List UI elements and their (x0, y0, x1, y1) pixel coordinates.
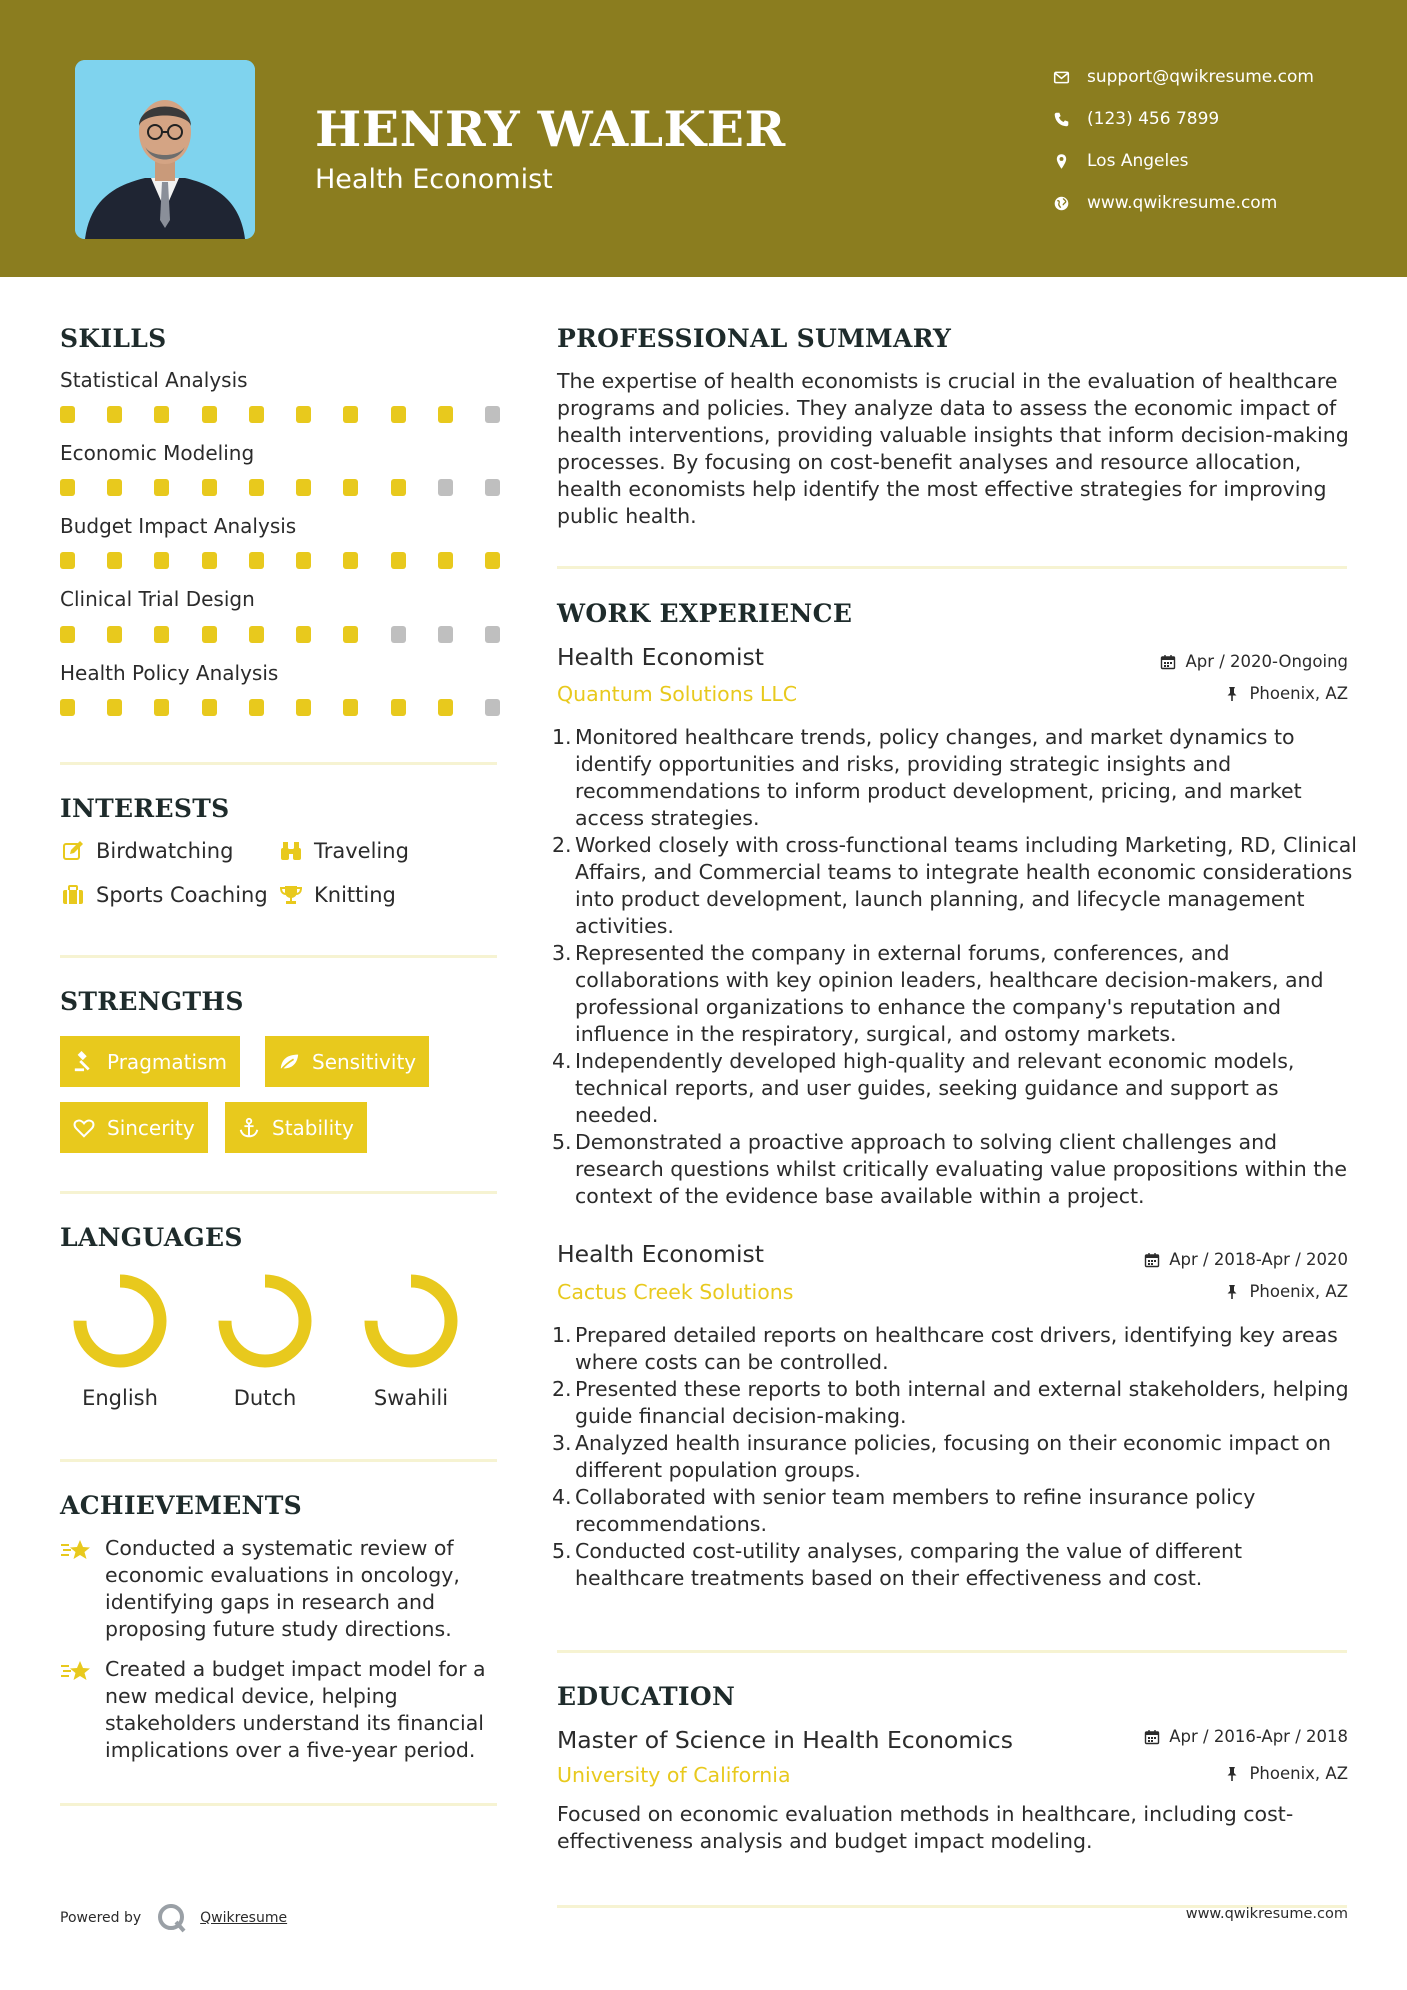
skill-dot-filled (107, 479, 122, 496)
interest-label: Birdwatching (96, 839, 234, 863)
job-date-text: Apr / 2018-Apr / 2020 (1169, 1250, 1348, 1269)
section-divider (60, 762, 497, 765)
duty-item: 2. Presented these reports to both internal and external stakeholders, helping guide financial decision-making. (552, 1377, 1349, 1428)
strength-tag (60, 1102, 208, 1153)
education-title: EDUCATION (557, 1682, 736, 1711)
skill-dot-filled (296, 699, 311, 716)
interest-item (278, 882, 396, 908)
pencil-square-icon (60, 838, 86, 864)
duty-item: 1. Monitored healthcare trends, policy changes, and market dynamics to identify opportunities and risks, providing strategic insights and recommendations to inform product development, pricing, and market access strategies. (552, 725, 1302, 830)
contact-phone-text: (123) 456 7899 (1087, 109, 1220, 129)
duty-item: 3. Analyzed health insurance policies, focusing on their economic impact on different population groups. (552, 1431, 1331, 1482)
skill-dot-filled (154, 552, 169, 569)
duty-text: Analyzed health insurance policies, focusing on their economic impact on different population groups. (575, 1431, 1331, 1482)
job-location-text: Phoenix, AZ (1249, 1282, 1348, 1301)
duty-item: 3. Represented the company in external forums, conferences, and collaborations with key opinion leaders, healthcare decision-makers, and professional organizations to enhance the company's reputation and influence in the respiratory, surgical, and ostomy markets. (552, 941, 1324, 1046)
language-ring (225, 1281, 305, 1361)
skill-name: Health Policy Analysis (60, 661, 279, 685)
skill-dot-filled (249, 552, 264, 569)
skills-title: SKILLS (60, 324, 167, 353)
contact-list (1050, 56, 1314, 224)
duty-item: 2. Worked closely with cross-functional teams including Marketing, RD, Clinical Affairs, and Commercial teams to integrate health economic considerations into product development, launch planning, and lifecycle management activities. (552, 833, 1357, 938)
skill-dot-filled (154, 699, 169, 716)
language-ring (371, 1281, 451, 1361)
job-date (1160, 652, 1348, 671)
company-name: Cactus Creek Solutions (557, 1280, 794, 1304)
duty-item: 5. Demonstrated a proactive approach to solving client challenges and research questions whilst critically evaluating value propositions within the context of the evidence base available within a project. (552, 1130, 1347, 1208)
duty-text: Demonstrated a proactive approach to solving client challenges and research questions whilst critically evaluating value propositions within the context of the evidence base available within a project. (575, 1130, 1347, 1208)
skill-dot-filled (154, 406, 169, 423)
skill-dot-filled (202, 626, 217, 643)
duty-item: 1. Prepared detailed reports on healthcare cost drivers, identifying key areas where costs can be controlled. (552, 1323, 1338, 1374)
interest-item (278, 838, 409, 864)
duty-text: Represented the company in external forums, conferences, and collaborations with key opinion leaders, healthcare decision-makers, and professional organizations to enhance the company's reputation and influence in the respiratory, surgical, and ostomy markets. (575, 941, 1324, 1046)
strength-label: Sincerity (107, 1115, 195, 1140)
interests-title: INTERESTS (60, 794, 230, 823)
skill-rating (60, 626, 500, 643)
achievement-item (60, 1656, 500, 1764)
skill-dot-filled (202, 406, 217, 423)
pushpin-icon (1224, 1283, 1242, 1301)
language-name: Dutch (233, 1386, 297, 1410)
skill-dot-filled (343, 699, 358, 716)
footer-url[interactable]: www.qwikresume.com (1185, 1906, 1348, 1922)
experience-title: WORK EXPERIENCE (557, 599, 853, 628)
language-item (55, 1274, 185, 1410)
section-divider (557, 566, 1347, 569)
trophy-icon (278, 882, 304, 908)
summary-title: PROFESSIONAL SUMMARY (557, 324, 952, 353)
skill-dot-filled (343, 552, 358, 569)
skill-dot-filled (438, 552, 453, 569)
skill-dot-filled (249, 626, 264, 643)
anchor-icon (238, 1116, 262, 1140)
strength-label: Sensitivity (312, 1049, 417, 1074)
skill-dot-filled (343, 406, 358, 423)
skill-dot-empty (485, 699, 500, 716)
skill-dot-empty (485, 479, 500, 496)
globe-icon (1050, 192, 1072, 214)
duty-text: Worked closely with cross-functional teams including Marketing, RD, Clinical Affairs, and Commercial teams to integrate health economic considerations into product development, launch planning, and lifecycle management activities. (575, 833, 1357, 938)
strength-tag (60, 1036, 240, 1087)
skill-name: Economic Modeling (60, 441, 255, 465)
language-gauge (218, 1274, 312, 1368)
skill-dot-empty (485, 626, 500, 643)
heart-icon (73, 1116, 97, 1140)
powered-by (60, 1902, 287, 1934)
skill-dot-filled (60, 552, 75, 569)
contact-email[interactable] (1050, 56, 1314, 98)
duty-item: 4. Independently developed high-quality and relevant economic models, technical reports, and user guides, seeking guidance and support as needed. (552, 1049, 1295, 1127)
calendar-icon (1144, 1728, 1162, 1746)
interest-item (60, 882, 268, 908)
qwikresume-link[interactable]: Qwikresume (200, 1910, 288, 1926)
job-title: Health Economist (557, 1240, 764, 1268)
section-divider (60, 1459, 497, 1462)
job-date-text: Apr / 2020-Ongoing (1185, 652, 1348, 671)
contact-website[interactable] (1050, 182, 1314, 224)
interest-label: Traveling (314, 839, 409, 863)
gavel-icon (73, 1050, 97, 1074)
star-shooting-icon (60, 1658, 94, 1764)
calendar-icon (1144, 1251, 1162, 1269)
profile-photo (75, 60, 255, 239)
skill-dot-filled (391, 406, 406, 423)
calendar-icon (1160, 653, 1178, 671)
skill-dot-filled (296, 626, 311, 643)
person-portrait-icon (75, 60, 255, 239)
skill-dot-filled (154, 479, 169, 496)
skill-rating (60, 699, 500, 716)
qwikresume-logo-icon (156, 1902, 188, 1934)
skill-dot-empty (485, 406, 500, 423)
company-name: Quantum Solutions LLC (557, 682, 798, 706)
skill-dot-filled (391, 552, 406, 569)
education-date (1144, 1727, 1348, 1746)
skill-dot-filled (296, 479, 311, 496)
duty-text: Monitored healthcare trends, policy changes, and market dynamics to identify opportunities and risks, providing strategic insights and recommendations to inform product development, pricing, and market access strategies. (575, 725, 1302, 830)
job-location (1224, 1282, 1348, 1301)
skill-dot-filled (60, 626, 75, 643)
language-name: English (82, 1386, 158, 1410)
skill-dot-filled (391, 699, 406, 716)
skill-dot-filled (60, 406, 75, 423)
job-date (1144, 1250, 1348, 1269)
candidate-name: HENRY WALKER (315, 100, 786, 158)
skill-dot-filled (202, 699, 217, 716)
skill-dot-filled (107, 699, 122, 716)
skill-dot-filled (202, 479, 217, 496)
skill-dot-filled (343, 626, 358, 643)
skill-name: Budget Impact Analysis (60, 514, 297, 538)
contact-website-text: www.qwikresume.com (1087, 193, 1278, 213)
achievement-text: Conducted a systematic review of economic evaluations in oncology, identifying gaps in research and proposing future study directions. (105, 1536, 460, 1641)
powered-by-text: Powered by (60, 1910, 142, 1926)
phone-icon (1050, 108, 1072, 130)
skill-dot-filled (154, 626, 169, 643)
skill-dot-filled (343, 479, 358, 496)
skill-name: Statistical Analysis (60, 368, 248, 392)
skill-dot-filled (107, 406, 122, 423)
contact-location (1050, 140, 1314, 182)
achievements-title: ACHIEVEMENTS (60, 1491, 302, 1520)
contact-phone[interactable] (1050, 98, 1314, 140)
degree-title: Master of Science in Health Economics (557, 1726, 1013, 1754)
skill-dot-empty (391, 626, 406, 643)
strength-label: Stability (272, 1115, 354, 1140)
duty-item: 4. Collaborated with senior team members to refine insurance policy recommendations. (552, 1485, 1256, 1536)
skill-dot-empty (438, 479, 453, 496)
skill-dot-filled (107, 552, 122, 569)
skill-name: Clinical Trial Design (60, 587, 255, 611)
language-ring (80, 1281, 160, 1361)
skill-dot-filled (438, 699, 453, 716)
strength-label: Pragmatism (107, 1049, 227, 1074)
summary-text: The expertise of health economists is crucial in the evaluation of healthcare programs and policies. They analyze data to assess the economic impact of health interventions, providing valuable insights that inform decision-making processes. By focusing on cost-benefit analyses and resource allocation, health economists help identify the most effective strategies for improving public health. (557, 369, 1349, 528)
strengths-title: STRENGTHS (60, 987, 244, 1016)
strength-tag (225, 1102, 367, 1153)
skill-dot-filled (249, 699, 264, 716)
duty-item: 5. Conducted cost-utility analyses, comparing the value of different healthcare treatments based on their effectiveness and cost. (552, 1539, 1243, 1590)
skill-dot-filled (249, 406, 264, 423)
skill-dot-empty (438, 626, 453, 643)
duty-text: Collaborated with senior team members to refine insurance policy recommendations. (575, 1485, 1256, 1536)
binoculars-icon (278, 838, 304, 864)
pushpin-icon (1224, 685, 1242, 703)
briefcase-icon (60, 882, 86, 908)
pushpin-icon (1224, 1765, 1242, 1783)
contact-email-text: support@qwikresume.com (1087, 67, 1314, 87)
skill-dot-filled (107, 626, 122, 643)
envelope-icon (1050, 66, 1072, 88)
job-location-text: Phoenix, AZ (1249, 684, 1348, 703)
section-divider (60, 955, 497, 958)
achievement-item (60, 1535, 500, 1643)
interest-label: Knitting (314, 883, 396, 907)
duty-list (552, 1322, 1357, 1592)
duty-text: Independently developed high-quality and relevant economic models, technical reports, and user guides, seeking guidance and support as needed. (575, 1049, 1295, 1127)
achievement-text: Created a budget impact model for a new medical device, helping stakeholders understand its financial implications over a five-year period. (105, 1657, 486, 1762)
skill-dot-filled (296, 406, 311, 423)
interest-label: Sports Coaching (96, 883, 268, 907)
languages-title: LANGUAGES (60, 1223, 243, 1252)
skill-dot-filled (60, 479, 75, 496)
duty-list (552, 724, 1357, 1210)
section-divider (60, 1803, 497, 1806)
language-item (200, 1274, 330, 1410)
leaf-icon (278, 1050, 302, 1074)
section-divider (557, 1650, 1347, 1653)
duty-text: Presented these reports to both internal and external stakeholders, helping guide financial decision-making. (575, 1377, 1349, 1428)
education-location-text: Phoenix, AZ (1249, 1764, 1348, 1783)
skill-dot-filled (391, 479, 406, 496)
language-gauge (364, 1274, 458, 1368)
skill-dot-filled (202, 552, 217, 569)
language-item (346, 1274, 476, 1410)
skill-dot-filled (60, 699, 75, 716)
duty-text: Prepared detailed reports on healthcare cost drivers, identifying key areas where costs can be controlled. (575, 1323, 1338, 1374)
strength-tag (265, 1036, 429, 1087)
skill-dot-filled (438, 406, 453, 423)
interest-item (60, 838, 233, 864)
star-shooting-icon (60, 1537, 94, 1643)
duty-text: Conducted cost-utility analyses, comparing the value of different healthcare treatments based on their effectiveness and cost. (575, 1539, 1243, 1590)
section-divider (60, 1191, 497, 1194)
language-gauge (73, 1274, 167, 1368)
skill-dot-filled (485, 552, 500, 569)
language-name: Swahili (373, 1386, 449, 1410)
education-location (1224, 1764, 1348, 1783)
candidate-role: Health Economist (315, 164, 553, 195)
skill-rating (60, 479, 500, 496)
skill-rating (60, 552, 500, 569)
skill-rating (60, 406, 500, 423)
resume-header (0, 0, 1407, 277)
school-name: University of California (557, 1763, 791, 1787)
skill-dot-filled (249, 479, 264, 496)
contact-location-text: Los Angeles (1087, 151, 1189, 171)
job-title: Health Economist (557, 643, 764, 671)
skill-dot-filled (296, 552, 311, 569)
education-description: Focused on economic evaluation methods in healthcare, including cost-effectiveness analysis and budget impact modeling. (557, 1802, 1294, 1853)
job-location (1224, 684, 1348, 703)
location-pin-icon (1050, 150, 1072, 172)
education-date-text: Apr / 2016-Apr / 2018 (1169, 1727, 1348, 1746)
